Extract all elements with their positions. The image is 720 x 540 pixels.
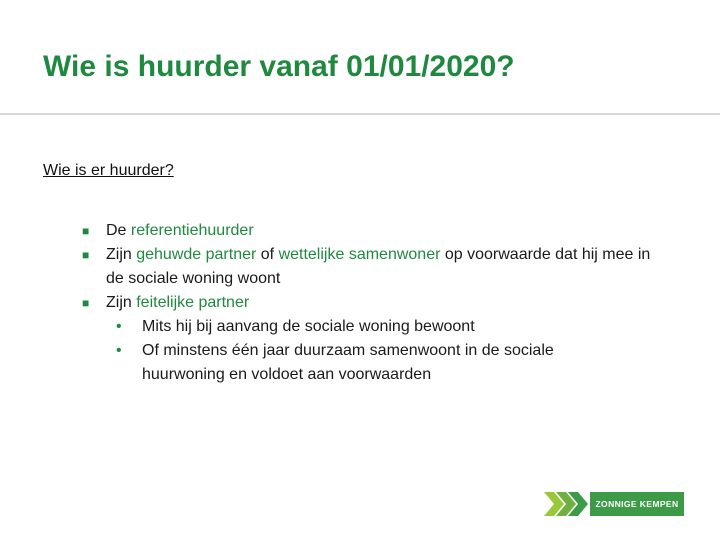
bullet-list [0,219,720,387]
highlight-term: wettelijke samenwoner [278,246,441,263]
bullet-text: of [256,246,279,263]
square-bullet-icon: ■ [82,248,90,262]
logo-wordmark: ZONNIGE KEMPEN [590,492,684,516]
highlight-term: referentiehuurder [130,222,254,239]
list-item [0,291,666,315]
slide-title: Wie is huurder vanaf 01/01/2020? [43,50,515,83]
bullet-text: Zijn [106,294,137,311]
list-item [0,243,666,291]
bullet-text: Zijn [106,246,137,263]
bullet-text: op voorwaarde dat hij mee in de sociale woning woont [106,246,651,287]
section-heading: Wie is er huurder? [43,162,174,179]
dot-bullet-icon: • [116,318,122,335]
sub-bullet-text: Of minstens één jaar duurzaam samenwoont in de sociale huurwoning en voldoet aan voorwaarden [142,342,554,383]
square-bullet-icon: ■ [82,224,90,238]
title-divider [0,113,720,115]
sub-list-item [0,339,622,387]
list-item [0,219,666,243]
highlight-term: gehuwde partner [136,246,257,263]
zonnige-kempen-logo [544,490,684,518]
highlight-term: feitelijke partner [136,294,250,311]
bullet-text: De [106,222,131,239]
sub-bullet-text: Mits hij bij aanvang de sociale woning bewoont [142,318,475,335]
chevron-logo-icon [544,490,590,518]
square-bullet-icon: ■ [82,296,90,310]
sub-list-item [0,315,622,339]
dot-bullet-icon: • [116,342,122,359]
